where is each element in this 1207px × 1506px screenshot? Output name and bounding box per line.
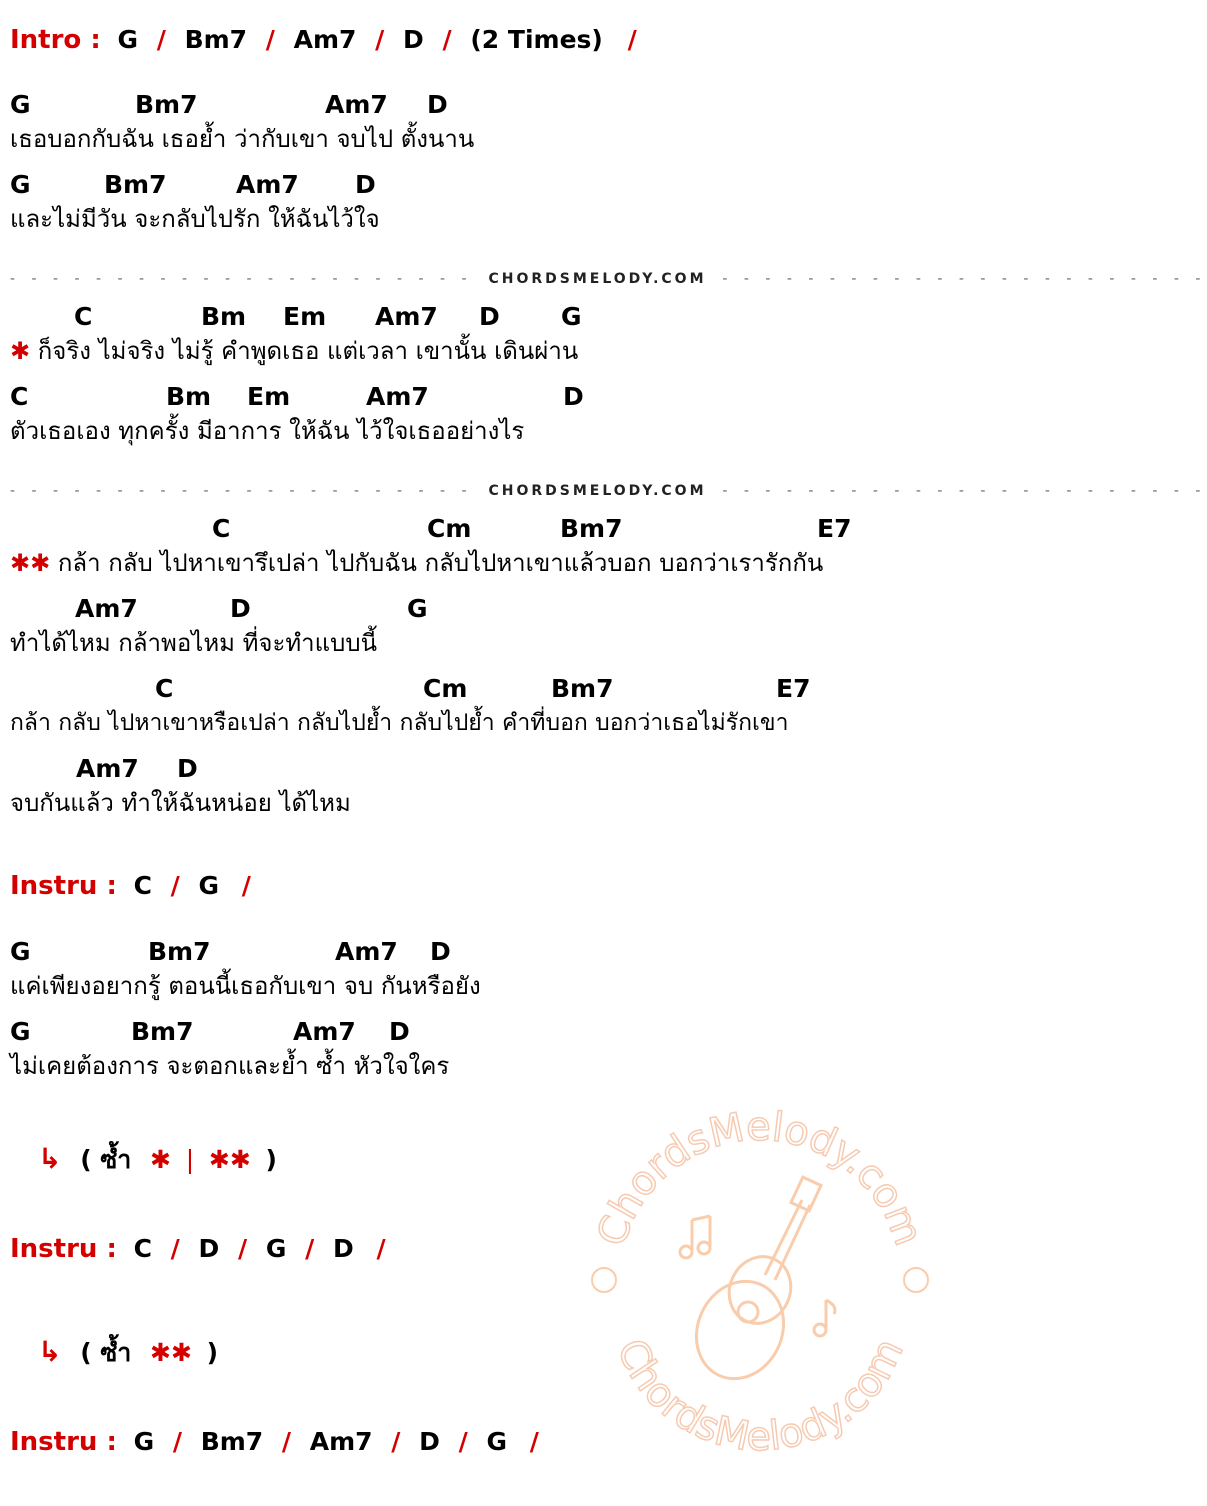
chord[interactable]: Am7 (76, 754, 139, 783)
instru-line (10, 871, 251, 901)
instru-label: Instru : (10, 1427, 117, 1457)
chord[interactable]: Am7 (75, 594, 138, 623)
watermark-dot-right (904, 1268, 928, 1292)
instru-line (10, 1427, 539, 1457)
chord[interactable]: Em (247, 382, 291, 411)
chord[interactable]: G (133, 1427, 155, 1456)
chord[interactable]: Cm (423, 674, 468, 703)
lyric-line: ทำได้ไหม กล้าพอไหม ที่จะทำแบบนี้ (10, 629, 377, 657)
lyric-line: กล้า กลับ ไปหาเขาหรือเปล่า กลับไปย้ำ กลับไปย้ำ คำที่บอก บอกว่าเธอไม่รักเขา (10, 710, 789, 736)
chord[interactable]: D (230, 594, 251, 623)
chord[interactable]: C (10, 382, 29, 411)
lyric-text: ก็จริง ไม่จริง ไม่รู้ คำพูดเธอ แต่เวลา เขานั้น เดินผ่าน (37, 337, 579, 365)
verse-marker-single: ✱ (10, 337, 31, 365)
repeat-marker-double: ✱✱ (208, 1145, 251, 1174)
music-note-icon (680, 1216, 710, 1258)
divider-text: CHORDSMELODY.COM (488, 271, 707, 287)
chord-separator: / (241, 871, 251, 900)
lyric-line: และไม่มีวัน จะกลับไปรัก ให้ฉันไว้ใจ (10, 205, 380, 233)
return-arrow-icon: ↳ (38, 1335, 62, 1368)
chord[interactable]: D (479, 302, 500, 331)
intro-note: (2 Times) (470, 25, 603, 54)
lyric-line: จบกันแล้ว ทำให้ฉันหน่อย ได้ไหม (10, 789, 351, 817)
chord[interactable]: Cm (427, 514, 472, 543)
repeat-open: ( ซ้ำ (80, 1338, 132, 1367)
section-divider (10, 271, 1207, 287)
chord[interactable]: C (133, 1234, 152, 1263)
chord[interactable]: G (10, 1017, 31, 1046)
divider-dashes: - - - - - - - - - - - - - - - - - - - - - - (10, 483, 473, 499)
lyric-line: ไม่เคยต้องการ จะตอกและย้ำ ซ้ำ หัวใจใคร (10, 1052, 450, 1080)
chord[interactable]: G (10, 170, 31, 199)
lyric-line (10, 548, 823, 578)
lyric-line: ตัวเธอเอง ทุกครั้ง มีอาการ ให้ฉัน ไว้ใจเธออย่างไร (10, 417, 525, 445)
chord[interactable]: Bm (201, 302, 247, 331)
chord[interactable]: G (10, 90, 31, 119)
chord[interactable]: G (407, 594, 428, 623)
chord-separator: / (627, 25, 637, 54)
chord-separator: / (281, 1427, 292, 1456)
chord[interactable]: Am7 (236, 170, 299, 199)
chord[interactable]: G (486, 1427, 508, 1456)
chord-separator: / (458, 1427, 468, 1456)
chord[interactable]: Bm7 (551, 674, 614, 703)
return-arrow-icon: ↳ (38, 1142, 62, 1175)
section-divider (10, 483, 1207, 499)
chord[interactable]: Em (283, 302, 327, 331)
chord[interactable]: Am7 (309, 1427, 373, 1456)
repeat-instruction (38, 1333, 218, 1373)
chord-separator: / (376, 1234, 386, 1263)
chord-separator: / (265, 25, 275, 54)
chord[interactable]: G (561, 302, 582, 331)
chord[interactable]: Am7 (366, 382, 429, 411)
chord[interactable]: Bm7 (184, 25, 248, 54)
chord[interactable]: D (430, 937, 451, 966)
chord[interactable]: G (10, 937, 31, 966)
chord[interactable]: D (355, 170, 376, 199)
intro-label: Intro : (10, 25, 101, 55)
chord[interactable]: D (177, 754, 198, 783)
chord-separator: / (305, 1234, 315, 1263)
chord[interactable]: D (332, 1234, 354, 1263)
divider-dashes: - - - - - - - - - - - - - - - - - - - - - - - (722, 271, 1207, 287)
repeat-close: ) (206, 1338, 219, 1367)
divider-text: CHORDSMELODY.COM (488, 483, 707, 499)
chord[interactable]: Bm7 (560, 514, 623, 543)
chord[interactable]: G (117, 25, 138, 54)
chord-separator: / (391, 1427, 401, 1456)
chord[interactable]: Am7 (293, 25, 357, 54)
chord-separator: / (529, 1427, 539, 1456)
watermark-text-bottom: ChordsMelody.com (607, 1331, 913, 1460)
repeat-marker-double: ✱✱ (150, 1338, 192, 1367)
guitar-icon (681, 1177, 821, 1393)
repeat-open: ( ซ้ำ (80, 1145, 132, 1174)
lyric-line: แค่เพียงอยากรู้ ตอนนี้เธอกับเขา จบ กันหรือยัง (10, 972, 481, 1000)
chord[interactable]: Bm7 (131, 1017, 194, 1046)
chord[interactable]: C (212, 514, 231, 543)
chord[interactable]: Am7 (375, 302, 438, 331)
chord[interactable]: Am7 (325, 90, 388, 119)
chord[interactable]: Bm7 (135, 90, 198, 119)
chord-separator: / (375, 25, 385, 54)
music-note-icon (814, 1300, 835, 1336)
repeat-close: ) (265, 1145, 277, 1174)
chord[interactable]: Bm7 (148, 937, 211, 966)
chordsmelody-watermark (580, 1100, 940, 1460)
repeat-marker-single: ✱ (150, 1145, 171, 1174)
chord[interactable]: Bm7 (200, 1427, 264, 1456)
chord[interactable]: Am7 (335, 937, 398, 966)
chord[interactable]: C (74, 302, 93, 331)
lyric-text: กล้า กลับ ไปหาเขารึเปล่า ไปกับฉัน กลับไปหาเขาแล้วบอก บอกว่าเรารักกัน (57, 549, 824, 577)
chord[interactable]: C (133, 871, 152, 900)
chord[interactable]: Bm (166, 382, 212, 411)
chord[interactable]: C (155, 674, 174, 703)
chord-separator: / (170, 1234, 180, 1263)
chord[interactable]: G (265, 1234, 287, 1263)
instru-label: Instru : (10, 871, 117, 901)
repeat-separator: | (185, 1145, 195, 1174)
repeat-instruction (38, 1140, 277, 1180)
lyric-line (10, 336, 578, 366)
instru-label: Instru : (10, 1234, 117, 1264)
chord[interactable]: D (403, 25, 424, 54)
divider-dashes: - - - - - - - - - - - - - - - - - - - - - - - (722, 483, 1207, 499)
intro-line (10, 25, 637, 55)
chord[interactable]: D (563, 382, 584, 411)
chord-separator: / (442, 25, 452, 54)
divider-dashes: - - - - - - - - - - - - - - - - - - - - - - (10, 271, 473, 287)
watermark-dot-left (592, 1268, 616, 1292)
chord[interactable]: Bm7 (104, 170, 167, 199)
chord-separator: / (172, 1427, 182, 1456)
chord[interactable]: D (389, 1017, 410, 1046)
chord-separator: / (156, 25, 166, 54)
verse-marker-double: ✱✱ (10, 549, 51, 577)
chord[interactable]: E7 (817, 514, 852, 543)
chord-separator: / (170, 871, 180, 900)
chord[interactable]: D (198, 1234, 220, 1263)
chord[interactable]: Am7 (293, 1017, 356, 1046)
lyric-line: เธอบอกกับฉัน เธอย้ำ ว่ากับเขา จบไป ตั้งนาน (10, 125, 475, 153)
chord[interactable]: D (419, 1427, 440, 1456)
watermark-text-top: ChordsMelody.com (588, 1103, 932, 1252)
chord[interactable]: E7 (776, 674, 811, 703)
instru-line (10, 1234, 386, 1264)
chord[interactable]: D (427, 90, 448, 119)
chord-separator: / (238, 1234, 248, 1263)
chord[interactable]: G (198, 871, 220, 900)
